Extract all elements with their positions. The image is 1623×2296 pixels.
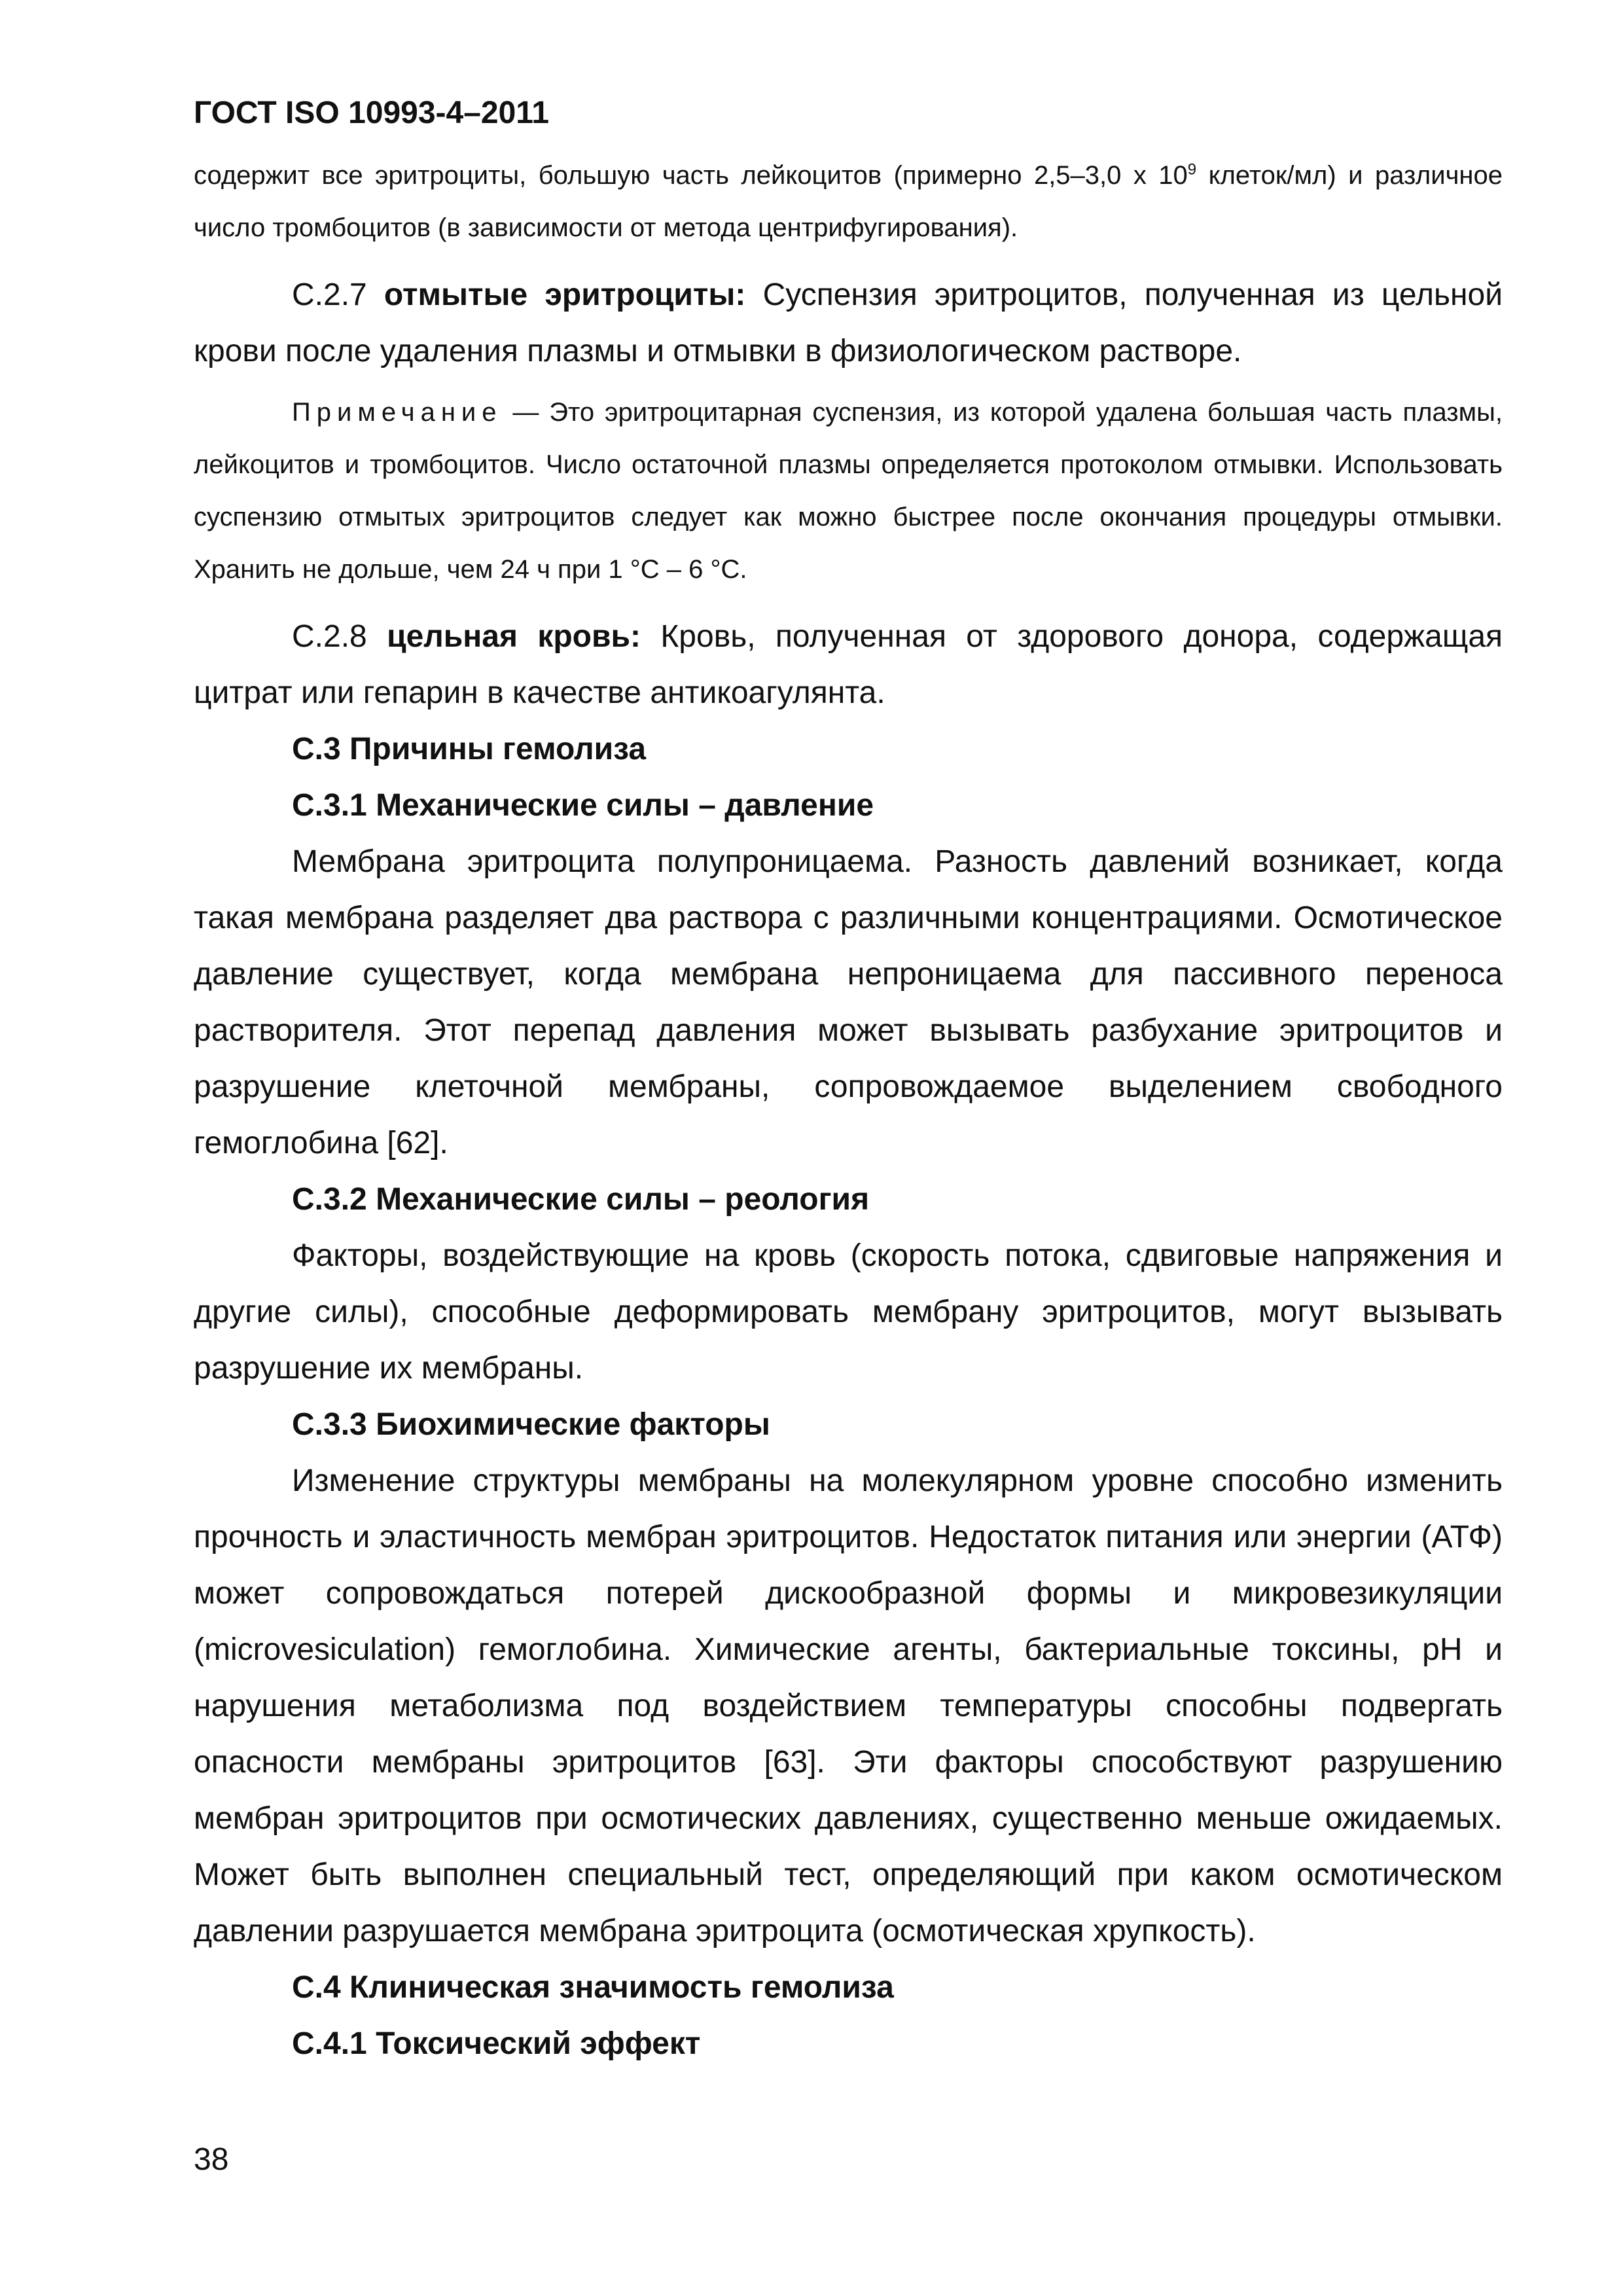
section-heading-c31: С.3.1 Механические силы – давление [292, 788, 874, 823]
page-content [194, 149, 1503, 2072]
section-heading-c33: С.3.3 Биохимические факторы [292, 1407, 770, 1442]
document-code-header: ГОСТ ISO 10993-4–2011 [194, 96, 550, 130]
section-text-c33: Изменение структуры мембраны на молекулярном уровне способно изменить прочность и эластичность мембран эритроцитов. Недостаток питания или энергии (АТФ) может сопровождаться потерей дискообразной формы и микровезикуляции (microvesiculation) гемоглобина. Химические агенты, бактериальные токсины, pH и нарушения метаболизма под воздействием температуры способны подвергать опасности мембраны эритроцитов [63]. Эти факторы способствуют разрушению мембран эритроцитов при осмотических давлениях, существенно меньше ожидаемых. Может быть выполнен специальный тест, определяющий при каком осмотическом давлении разрушается мембрана эритроцита (осмотическая хрупкость). [194, 1463, 1503, 1948]
term-paragraph-c27 [194, 267, 1503, 380]
section-heading-c41: С.4.1 Токсический эффект [292, 2026, 701, 2061]
page-number: 38 [194, 2142, 229, 2177]
term-definition: Кровь, полученная от здорового донора, содержащая цитрат или гепарин в качестве антикоагулянта. [194, 619, 1503, 710]
term-number: С.2.7 [292, 278, 384, 312]
term-paragraph-c28 [194, 609, 1503, 721]
term-number: С.2.8 [292, 619, 387, 654]
section-heading-c4: С.4 Клиническая значимость гемолиза [292, 1970, 894, 2005]
section-heading-c32: С.3.2 Механические силы – реология [292, 1182, 870, 1217]
continuation-paragraph [194, 149, 1503, 254]
term-name: цельная кровь: [387, 619, 641, 654]
section-text-c31: Мембрана эритроцита полупроницаема. Разность давлений возникает, когда такая мембрана разделяет два раствора с различными концентрациями. Осмотическое давление существует, когда мембрана непроницаема для пассивного переноса растворителя. Этот перепад давления может вызывать разбухание эритроцитов и разрушение клеточной мембраны, сопровождаемое выделением свободного гемоглобина [62]. [194, 844, 1503, 1160]
section-text-c32: Факторы, воздействующие на кровь (скорость потока, сдвиговые напряжения и другие силы), способные деформировать мембрану эритроцитов, могут вызывать разрушение их мембраны. [194, 1238, 1503, 1386]
continuation-text-end: ) и различное число тромбоцитов (в зависимости от метода центрифугирования). [194, 161, 1503, 242]
continuation-unit: клеток/мл [1196, 161, 1328, 190]
exponent: 9 [1187, 160, 1197, 179]
term-definition: Суспензия эритроцитов, полученная из цельной крови после удаления плазмы и отмывки в физиологическом растворе. [194, 278, 1503, 368]
note-text: — Это эритроцитарная суспензия, из которой удалена большая часть плазмы, лейкоцитов и тромбоцитов. Число остаточной плазмы определяется протоколом отмывки. Использовать суспензию отмытых эритроцитов следует как можно быстрее после окончания процедуры отмывки. Хранить не дольше, чем 24 ч при 1 °С – 6 °С. [194, 398, 1503, 584]
term-name: отмытые эритроциты: [383, 278, 746, 312]
continuation-text-start: содержит все эритроциты, большую часть лейкоцитов (примерно 2,5–3,0 x 10 [194, 161, 1188, 190]
note-label: Примечание [292, 398, 503, 427]
note-paragraph [194, 386, 1503, 596]
section-heading-c3: С.3 Причины гемолиза [292, 732, 647, 766]
